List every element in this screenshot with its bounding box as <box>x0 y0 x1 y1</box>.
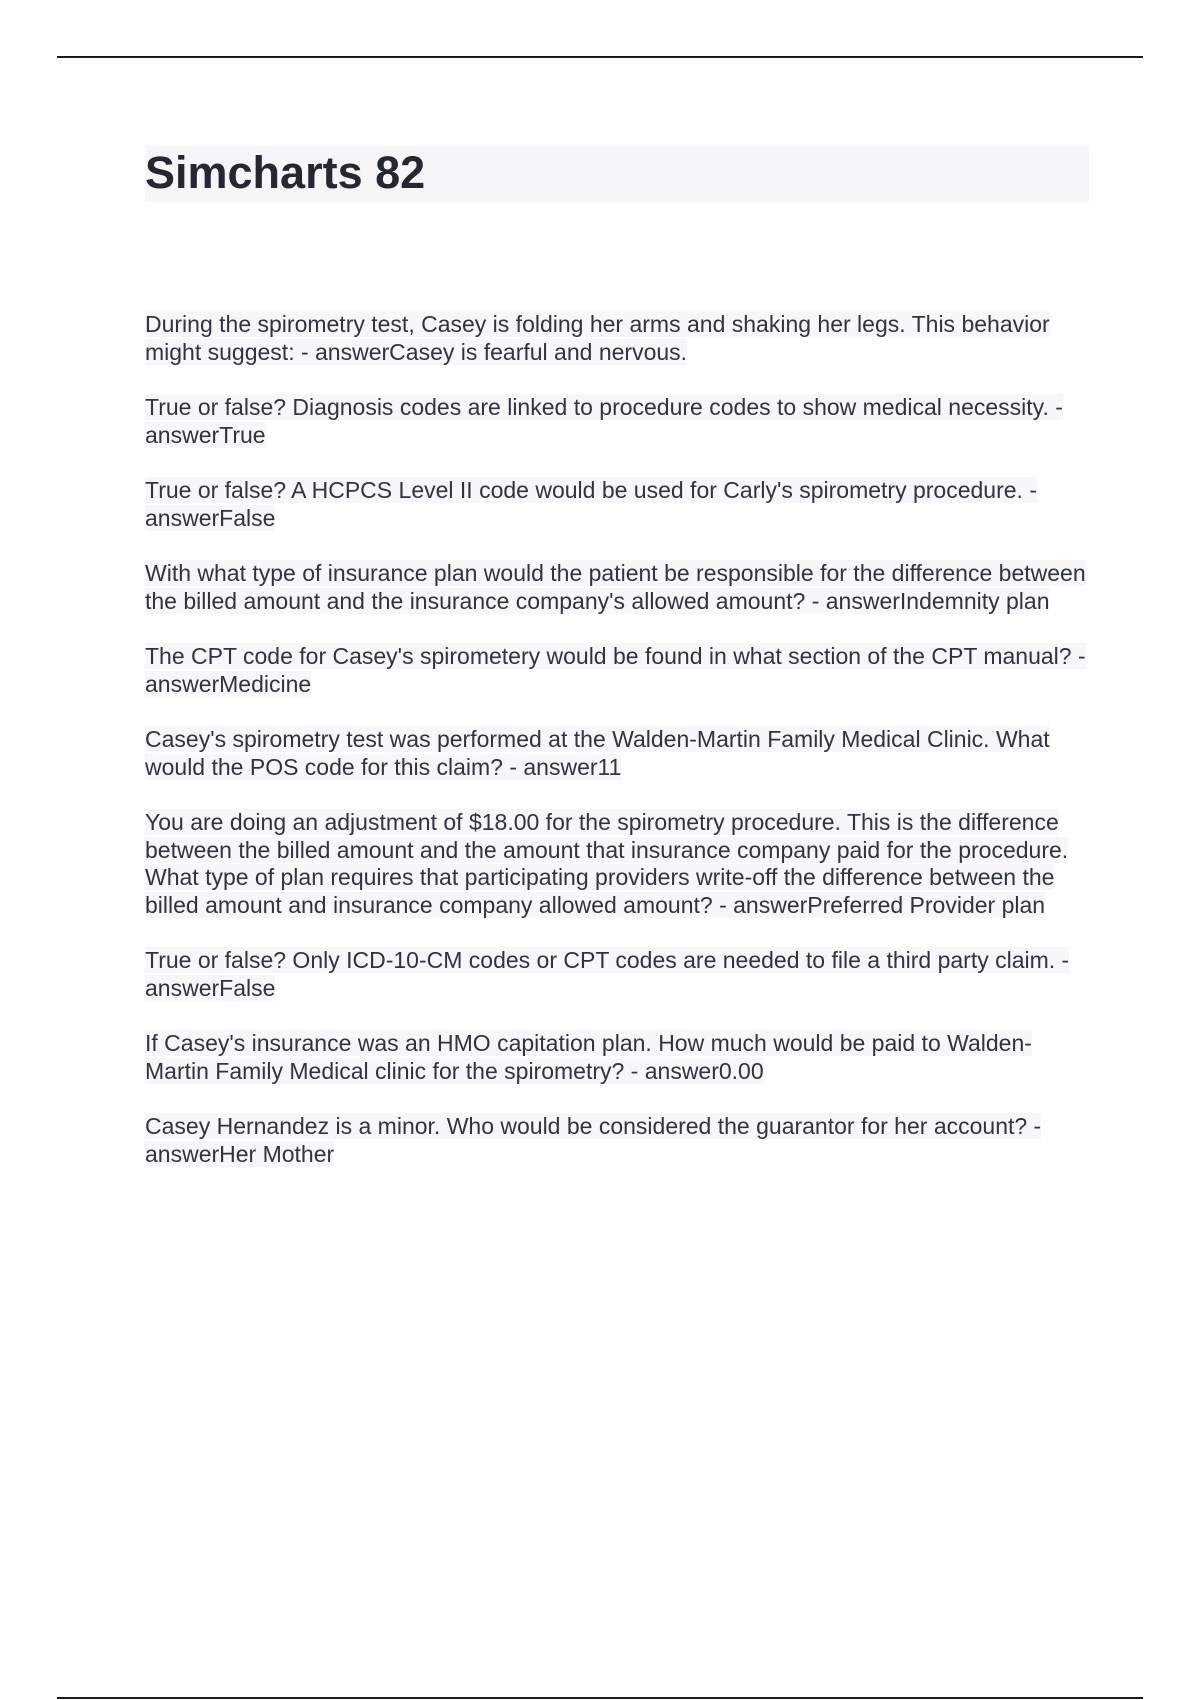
qa-text: The CPT code for Casey's spirometery would be found in what section of the CPT manual? - answerMedicine <box>145 643 1086 697</box>
page-title: Simcharts 82 <box>145 147 426 198</box>
qa-item <box>145 560 1095 615</box>
qa-list <box>145 311 1095 1196</box>
qa-item <box>145 394 1095 449</box>
qa-text: Casey's spirometry test was performed at the Walden-Martin Family Medical Clinic. What would the POS code for this claim? - answer11 <box>145 726 1050 780</box>
qa-item <box>145 1113 1095 1168</box>
qa-text: True or false? A HCPCS Level II code would be used for Carly's spirometry procedure. - answerFalse <box>145 477 1037 531</box>
qa-text: During the spirometry test, Casey is folding her arms and shaking her legs. This behavior might suggest: - answerCasey is fearful and nervous. <box>145 311 1050 365</box>
qa-text: With what type of insurance plan would the patient be responsible for the difference between the billed amount and the insurance company's allowed amount? - answerIndemnity plan <box>145 560 1086 614</box>
qa-item <box>145 947 1095 1002</box>
qa-text: You are doing an adjustment of $18.00 for the spirometry procedure. This is the difference between the billed amount and the amount that insurance company paid for the procedure. What type of plan requires that participating providers write-off the difference between the billed amount and insurance company allowed amount? - answerPreferred Provider plan <box>145 809 1069 918</box>
qa-text: Casey Hernandez is a minor. Who would be considered the guarantor for her account? - answerHer Mother <box>145 1113 1042 1167</box>
qa-item <box>145 809 1095 919</box>
qa-text: True or false? Only ICD-10-CM codes or CPT codes are needed to file a third party claim. - answerFalse <box>145 947 1070 1001</box>
qa-item <box>145 1030 1095 1085</box>
qa-item <box>145 477 1095 532</box>
qa-text: If Casey's insurance was an HMO capitation plan. How much would be paid to Walden-Martin Family Medical clinic for the spirometry? - answer0.00 <box>145 1030 1032 1084</box>
qa-text: True or false? Diagnosis codes are linked to procedure codes to show medical necessity. - answerTrue <box>145 394 1063 448</box>
qa-item <box>145 643 1095 698</box>
qa-item <box>145 311 1095 366</box>
qa-item <box>145 726 1095 781</box>
top-divider <box>57 56 1143 58</box>
bottom-divider <box>57 1697 1143 1699</box>
